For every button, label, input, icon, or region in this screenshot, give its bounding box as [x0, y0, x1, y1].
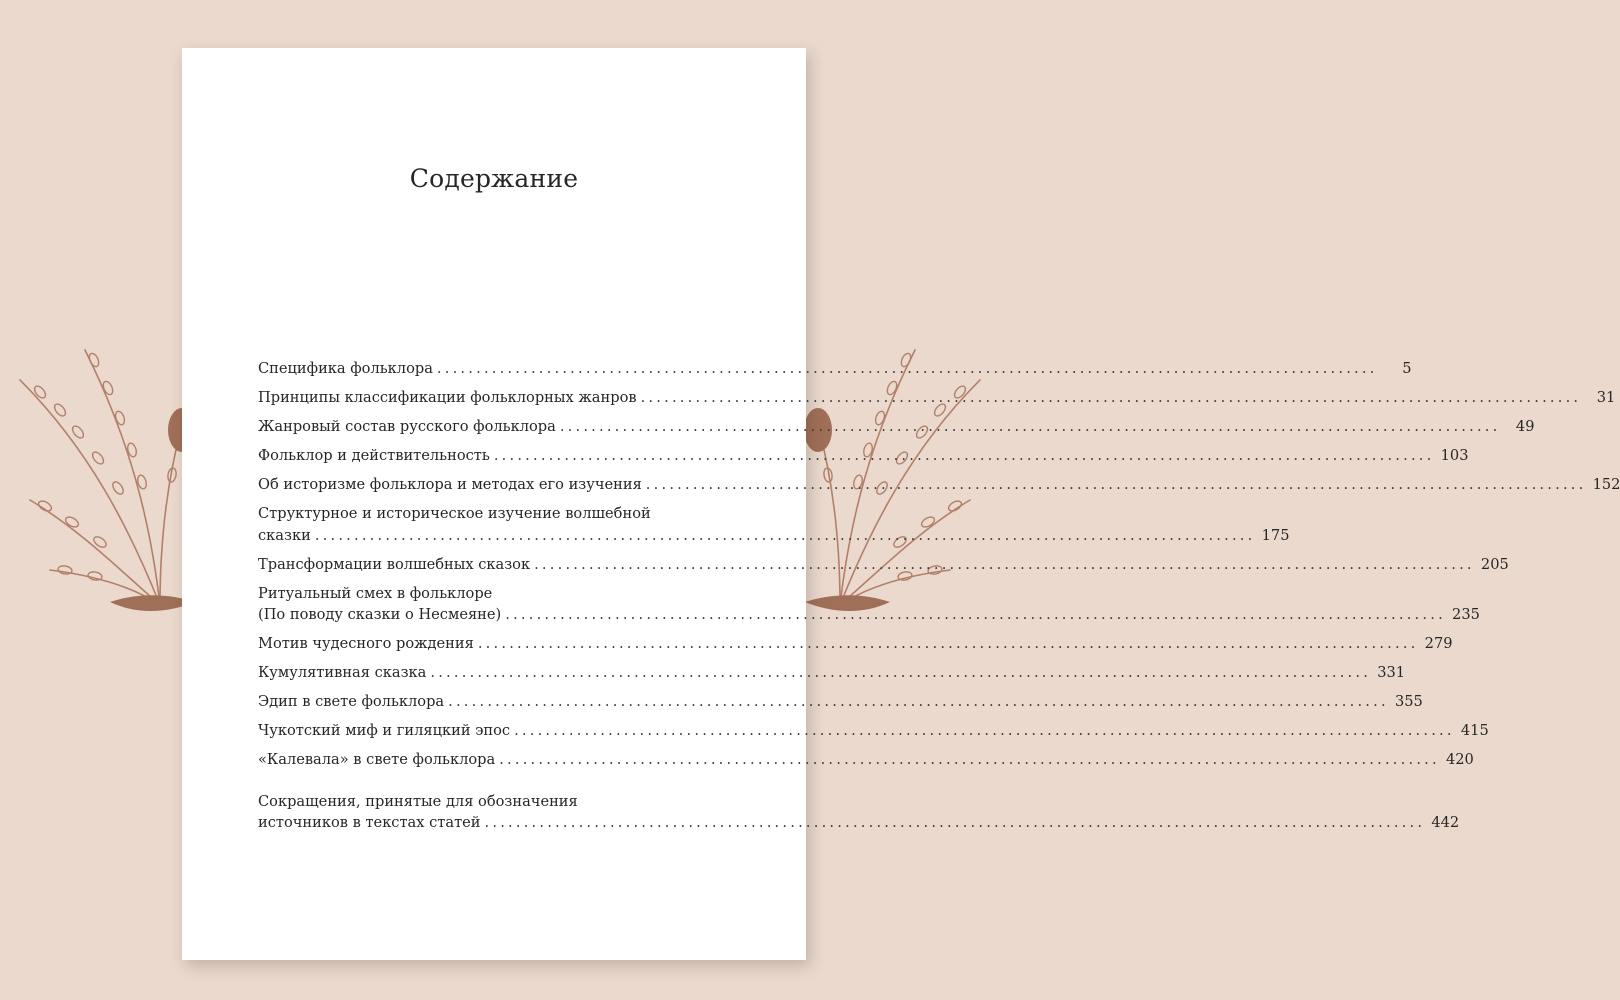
toc-page-number: 355	[1394, 693, 1423, 710]
toc-line	[258, 604, 1480, 626]
toc-entry	[258, 720, 1489, 742]
toc-entry-title: Сокращения, принятые для обозначения	[258, 792, 578, 810]
toc-line	[258, 387, 1616, 409]
toc-entry-title: Специфика фольклора	[258, 360, 433, 377]
toc-entry-title: Фольклор и действительность	[258, 447, 490, 464]
toc-entry-title: Жанровый состав русского фольклора	[258, 418, 556, 435]
toc-entry	[258, 358, 1412, 380]
toc-entry	[258, 662, 1406, 684]
toc-entry-title: Об историзме фольклора и методах его изучения	[258, 476, 642, 493]
toc-line	[258, 358, 1412, 380]
toc-entry-title: (По поводу сказки о Несмеяне)	[258, 606, 502, 623]
toc-dot-leader: ........................................................................................................................	[645, 476, 1587, 493]
toc-line	[258, 583, 720, 605]
toc-dot-leader: ........................................................................................................................	[640, 389, 1582, 406]
toc-entry	[258, 554, 1509, 576]
toc-entry	[258, 503, 1290, 546]
toc-entry-title: Мотив чудесного рождения	[258, 635, 474, 652]
toc-page-number: 152	[1592, 476, 1620, 493]
toc-page-number: 415	[1460, 722, 1489, 739]
toc-dot-leader: ........................................................................................................................	[505, 606, 1446, 623]
toc-dot-leader: ........................................................................................................................	[484, 814, 1426, 831]
toc-dot-leader: ........................................................................................................................	[436, 360, 1378, 377]
toc-dot-leader: ........................................................................................................................	[314, 526, 1256, 544]
willow-branch-icon	[10, 330, 210, 650]
toc-entry-title: Трансформации волшебных сказок	[258, 555, 531, 573]
toc-entry-title: Эдип в свете фольклора	[258, 693, 445, 710]
toc-dot-leader: ........................................................................................................................	[493, 447, 1435, 464]
toc-dot-leader: ........................................................................................................................	[499, 751, 1440, 768]
toc-line	[258, 445, 1469, 467]
toc-line	[258, 633, 1453, 655]
page-title: Содержание	[409, 164, 579, 193]
toc-page-number: 279	[1424, 635, 1453, 652]
toc-entry	[258, 791, 1460, 834]
toc-entry	[258, 387, 1616, 409]
toc-line	[258, 503, 720, 525]
toc-page-number: 5	[1402, 360, 1412, 377]
table-of-contents	[258, 358, 1620, 841]
toc-page-number: 49	[1515, 418, 1535, 435]
toc-line	[258, 749, 1474, 771]
toc-line	[258, 662, 1406, 684]
toc-entry-title: Структурное и историческое изучение волшебной	[258, 505, 651, 522]
toc-entry	[258, 445, 1469, 467]
toc-page-number: 235	[1452, 606, 1480, 623]
toc-line	[258, 416, 1535, 438]
toc-line	[258, 720, 1489, 742]
toc-dot-leader: ........................................................................................................................	[534, 555, 1475, 573]
toc-entry-title: источников в текстах статей	[258, 814, 481, 831]
toc-line	[258, 554, 1509, 576]
toc-line	[258, 525, 1290, 547]
toc-page-number: 103	[1440, 447, 1469, 464]
toc-line	[258, 812, 1460, 834]
toc-entry	[258, 583, 1480, 626]
toc-dot-leader: ........................................................................................................................	[559, 418, 1501, 435]
toc-entry	[258, 749, 1474, 771]
toc-line	[258, 474, 1620, 496]
toc-page-number: 420	[1445, 751, 1474, 768]
toc-entry	[258, 633, 1453, 655]
toc-entry-title: Ритуальный смех в фольклоре	[258, 584, 493, 602]
toc-entry	[258, 474, 1620, 496]
toc-dot-leader: ........................................................................................................................	[430, 664, 1372, 681]
toc-entry-title: Принципы классификации фольклорных жанров	[258, 389, 637, 406]
toc-entry-title: Чукотский миф и гиляцкий эпос	[258, 722, 511, 739]
toc-dot-leader: ........................................................................................................................	[448, 693, 1389, 710]
toc-page-number: 442	[1431, 814, 1460, 831]
toc-entry-title: сказки	[258, 526, 311, 544]
toc-dot-leader: ........................................................................................................................	[514, 722, 1455, 739]
toc-page-number: 31	[1596, 389, 1616, 406]
toc-entry-title: Кумулятивная сказка	[258, 664, 427, 681]
book-page	[182, 48, 1620, 960]
toc-line	[258, 691, 1423, 713]
toc-line	[258, 791, 720, 813]
toc-entry	[258, 691, 1423, 713]
toc-page-number: 205	[1480, 555, 1509, 573]
toc-page-number: 331	[1377, 664, 1406, 681]
toc-page-number: 175	[1261, 526, 1290, 544]
toc-entry-title: «Калевала» в свете фольклора	[258, 751, 496, 768]
toc-entry	[258, 416, 1535, 438]
toc-dot-leader: ........................................................................................................................	[477, 635, 1419, 652]
